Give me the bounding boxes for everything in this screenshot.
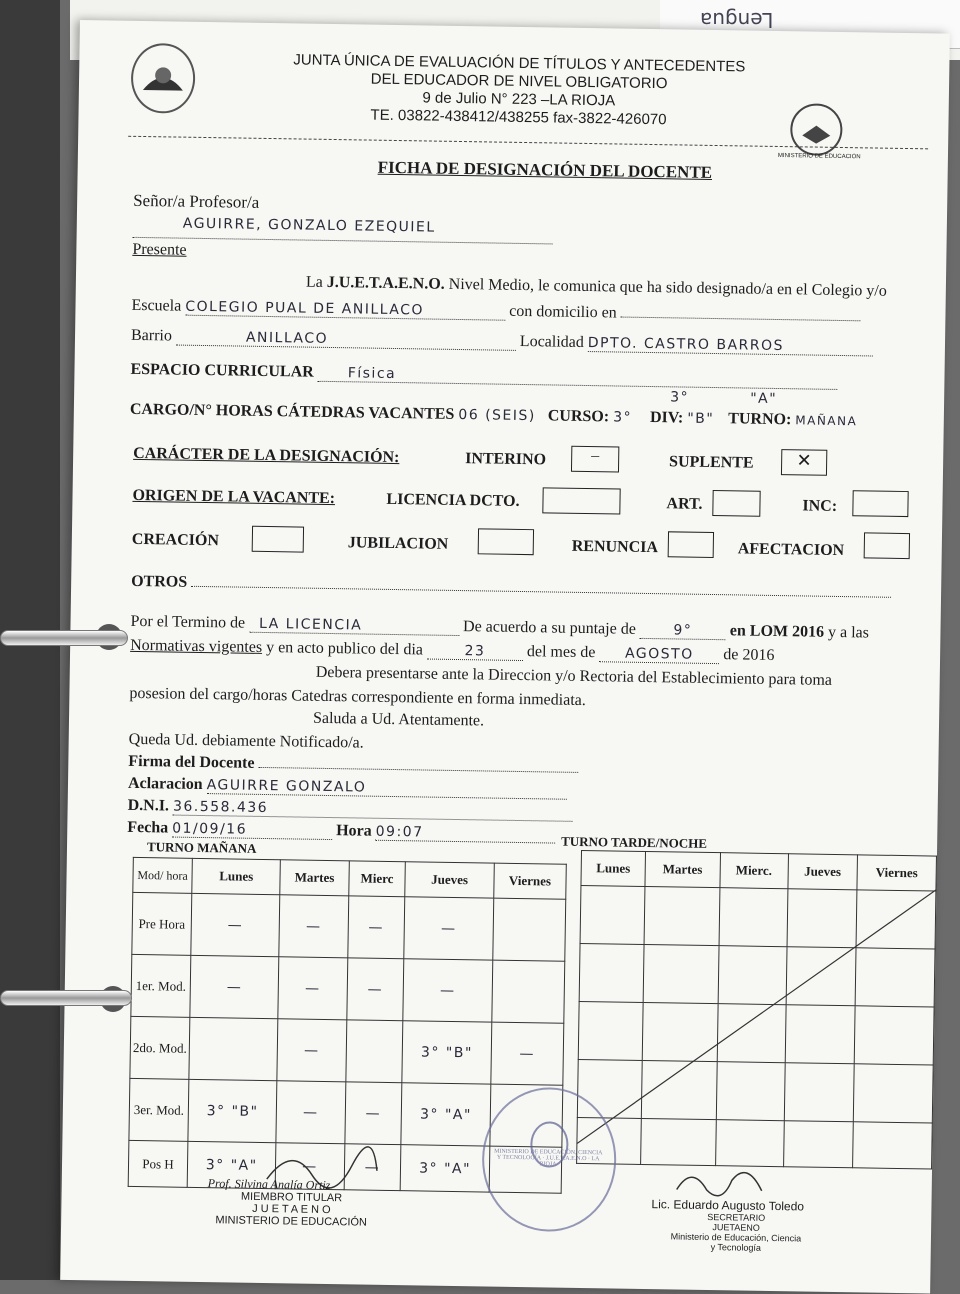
dia-value: 23: [427, 643, 523, 662]
cargo-row: [130, 401, 858, 430]
right-signature-block: [651, 1211, 822, 1254]
barrio-value: ANILLACO: [176, 329, 516, 351]
cancel-diagonal-line: [576, 884, 936, 1150]
acto-row: [130, 637, 775, 665]
official-stamp: [481, 1086, 617, 1232]
barrio-label: Barrio: [130, 326, 173, 345]
afectacion-checkbox[interactable]: [864, 532, 910, 559]
renuncia-checkbox[interactable]: [668, 531, 714, 558]
cargo-value: 06 (SEIS): [458, 406, 536, 425]
schedule-cell: —: [190, 955, 279, 1018]
schedule-cell: —: [344, 1082, 402, 1145]
puntaje-label: De acuerdo a su puntaje de: [462, 618, 637, 638]
presente-label: Presente: [132, 240, 187, 259]
interino-label: INTERINO: [465, 450, 547, 469]
jubilacion-checkbox[interactable]: [478, 528, 534, 555]
firma-label: Firma del Docente: [128, 752, 255, 772]
day-header: Mierc.: [720, 853, 789, 889]
art-label: ART.: [666, 495, 703, 513]
aclaracion-label: Aclaracion: [127, 774, 203, 794]
dni-label: D.N.I.: [127, 796, 170, 815]
header-block: [238, 51, 799, 132]
day-header: Lunes: [581, 850, 646, 886]
dni-value: 36.558.436: [173, 799, 573, 822]
puntaje-value: 9°: [640, 622, 726, 640]
fecha-label: Fecha: [127, 818, 169, 837]
licencia-label: LICENCIA DCTO.: [386, 490, 520, 510]
row-label: 2do. Mod.: [130, 1016, 190, 1079]
right-role-3: Ministerio de Educación, Ciencia: [670, 1231, 802, 1244]
origen-label: ORIGEN DE LA VACANTE:: [132, 486, 336, 508]
intro-prefix: La: [305, 273, 327, 291]
inc-checkbox[interactable]: [852, 490, 908, 517]
header-line-3: 9 de Julio N° 223 –LA RIOJA: [422, 89, 616, 110]
afectacion-label: AFECTACION: [737, 540, 845, 560]
binder-ring: [0, 990, 132, 1006]
inc-label: INC:: [802, 497, 838, 515]
schedule-cell: 3° "A": [401, 1083, 490, 1146]
normativas-label: Normativas vigentes: [130, 636, 263, 656]
header-line-2: DEL EDUCADOR DE NIVEL OBLIGATORIO: [370, 70, 668, 93]
header-line-4: TE. 03822-438412/438255 fax-3822-426070: [370, 106, 667, 129]
coat-of-arms-icon: [524, 1119, 575, 1170]
turno-value: MAÑANA: [795, 413, 858, 429]
acto-label: y en acto publico del dia: [262, 638, 424, 659]
lom-label: en LOM 2016: [729, 622, 825, 641]
licencia-checkbox[interactable]: [542, 487, 620, 514]
ministry-logo: [790, 103, 843, 156]
schedule-cell: 3° "A": [401, 1145, 490, 1192]
fecha-value: 01/09/16: [172, 821, 332, 841]
saluda-text: Saluda a Ud. Atentamente.: [312, 709, 485, 730]
queda-text: Queda Ud. debiamente Notificado/a.: [128, 730, 364, 752]
otros-row: [131, 573, 891, 603]
firma-row: [128, 753, 578, 778]
termino-value: LA LICENCIA: [249, 616, 459, 636]
domicilio-value: [621, 317, 861, 322]
art-checkbox[interactable]: [712, 490, 760, 517]
localidad-label: Localidad: [519, 332, 584, 351]
right-role-2: JUETAENO: [712, 1222, 760, 1233]
interino-checkbox[interactable]: [571, 446, 619, 473]
day-header: Jueves: [788, 854, 858, 890]
row-label: Pos H: [128, 1140, 188, 1187]
left-role-3: MINISTERIO DE EDUCACIÓN: [215, 1214, 368, 1229]
day-header: Mierc: [348, 861, 405, 897]
termino-label: Por el Termino de: [130, 612, 246, 632]
termino-tail: y a las: [823, 623, 870, 642]
schedule-cell: —: [404, 897, 493, 960]
schedule-cell: 3° "A": [187, 1141, 276, 1188]
day-header: Viernes: [857, 855, 937, 891]
curso-value: 3°: [613, 409, 633, 426]
curso-extra: 3°: [670, 389, 690, 406]
schedule-cell: —: [347, 896, 405, 959]
schedule-cell: —: [279, 895, 348, 958]
corner-cell: Mod/ hora: [133, 857, 193, 893]
teacher-name: AGUIRRE, GONZALO EZEQUIEL: [182, 215, 436, 236]
caracter-label: CARÁCTER DE LA DESIGNACIÓN:: [133, 444, 400, 467]
div-extra: "A": [750, 390, 778, 407]
dni-row: [128, 797, 574, 822]
left-signature-block: [211, 1190, 372, 1229]
schedule-cell: —: [344, 1144, 402, 1191]
escuela-value: COLEGIO PUAL DE ANILLACO: [185, 299, 505, 321]
anio-label: de 2016: [723, 646, 775, 664]
schedule-cell: [493, 898, 566, 961]
day-header: Jueves: [405, 862, 494, 898]
mes-label: del mes de: [526, 643, 596, 662]
day-header: Viernes: [494, 863, 567, 899]
day-header: Lunes: [192, 858, 281, 894]
presentacion-line-2: posesion del cargo/horas Catedras correspondiente en forma inmediata.: [129, 684, 586, 710]
document-title: FICHA DE DESIGNACIÓN DEL DOCENTE: [377, 157, 713, 182]
schedule-cell: —: [403, 959, 492, 1022]
morning-title: TURNO MAÑANA: [146, 839, 257, 856]
creacion-checkbox[interactable]: [252, 526, 304, 553]
note-text: Lengua: [700, 8, 774, 32]
binder-ring: [0, 630, 128, 646]
table-row: [130, 1016, 564, 1085]
schedule-cell: —: [276, 1143, 345, 1190]
turno-label: TURNO:: [728, 410, 792, 429]
row-label: Pre Hora: [132, 892, 192, 955]
right-signer-name: Lic. Eduardo Augusto Toledo: [651, 1197, 805, 1214]
barrio-row: [131, 327, 873, 357]
hora-label: Hora: [336, 822, 372, 840]
interino-mark: –: [591, 447, 600, 465]
intro-text: [306, 274, 887, 301]
left-signer-name: Prof. Silvina Analía Ortiz: [207, 1176, 331, 1193]
otros-label: OTROS: [131, 572, 188, 591]
document-page: [60, 20, 950, 1294]
teacher-name-line: [133, 215, 553, 245]
day-header: Martes: [645, 851, 720, 887]
juetaeno-logo: [131, 43, 196, 114]
renuncia-label: RENUNCIA: [571, 537, 659, 557]
presentacion-line-1: Debera presentarse ante la Direccion y/o Rectoria del Establecimiento para toma: [315, 663, 833, 689]
left-role-1: MIEMBRO TITULAR: [240, 1190, 343, 1205]
schedule-cell: 3° "B": [188, 1079, 277, 1142]
schedule-cell: —: [191, 893, 280, 956]
jubilacion-label: JUBILACION: [347, 534, 449, 553]
creacion-label: CREACIÓN: [131, 530, 220, 550]
schedule-cell: [345, 1020, 403, 1083]
table-row: [132, 892, 566, 961]
schedule-cell: —: [346, 958, 404, 1021]
espacio-value: Física: [318, 365, 838, 390]
row-label: 3er. Mod.: [129, 1078, 189, 1141]
juetaeno-emblem-icon: [133, 45, 194, 112]
suplente-label: SUPLENTE: [668, 453, 754, 472]
hora-value: 09:07: [376, 824, 556, 844]
intro-org: J.U.E.T.A.E.N.O.: [326, 273, 445, 293]
cargo-label: CARGO/N° HORAS CÁTEDRAS VACANTES: [129, 400, 455, 423]
curso-label: CURSO:: [547, 407, 610, 426]
salutation: Señor/a Profesor/a: [133, 190, 260, 212]
schedule-cell: —: [276, 1081, 345, 1144]
firma-value: [258, 767, 578, 773]
table-row: [131, 954, 565, 1023]
ministry-logo-text: MINISTERIO DE EDUCACIÓN: [777, 152, 861, 161]
div-value: "B": [687, 410, 715, 428]
day-header: Martes: [280, 860, 349, 896]
schedule-cell: —: [491, 1022, 564, 1085]
schedule-cell: —: [277, 1019, 346, 1082]
right-role-1: SECRETARIO: [707, 1212, 766, 1223]
div-label: DIV:: [649, 409, 684, 427]
schedule-cell: —: [278, 957, 347, 1020]
aclaracion-row: [128, 775, 567, 800]
suplente-mark: ✕: [796, 450, 812, 471]
row-label: 1er. Mod.: [131, 954, 191, 1017]
intro-body: Nivel Medio, le comunica que ha sido designado/a en el Colegio y/o: [444, 275, 887, 300]
mes-value: AGOSTO: [599, 645, 719, 664]
schedule-cell: 3° "B": [402, 1021, 491, 1084]
afternoon-title: TURNO TARDE/NOCHE: [561, 833, 708, 851]
header-line-1: JUNTA ÚNICA DE EVALUACIÓN DE TÍTULOS Y ANTECEDENTES: [293, 51, 746, 76]
otros-value: [191, 586, 891, 598]
escuela-label: Escuela: [131, 296, 182, 315]
localidad-value: DPTO. CASTRO BARROS: [588, 335, 873, 356]
espacio-label: ESPACIO CURRICULAR: [130, 360, 314, 381]
stamp-text: MINISTERIO DE EDUCACIÓN, CIENCIA Y TECNOLOGÍA · J.U.E.T.A.E.N.O · LA RIOJA: [494, 1148, 603, 1168]
aclaracion-value: AGUIRRE GONZALO: [207, 777, 567, 800]
espacio-row: [130, 361, 837, 390]
right-role-4: y Tecnología: [710, 1242, 762, 1253]
schedule-cell: [492, 960, 565, 1023]
domicilio-label: con domicilio en: [509, 302, 617, 322]
escuela-row: [131, 297, 860, 326]
schedule-cell: [189, 1017, 278, 1080]
suplente-checkbox[interactable]: [781, 449, 827, 476]
left-role-2: J U E T A E N O: [252, 1202, 331, 1217]
